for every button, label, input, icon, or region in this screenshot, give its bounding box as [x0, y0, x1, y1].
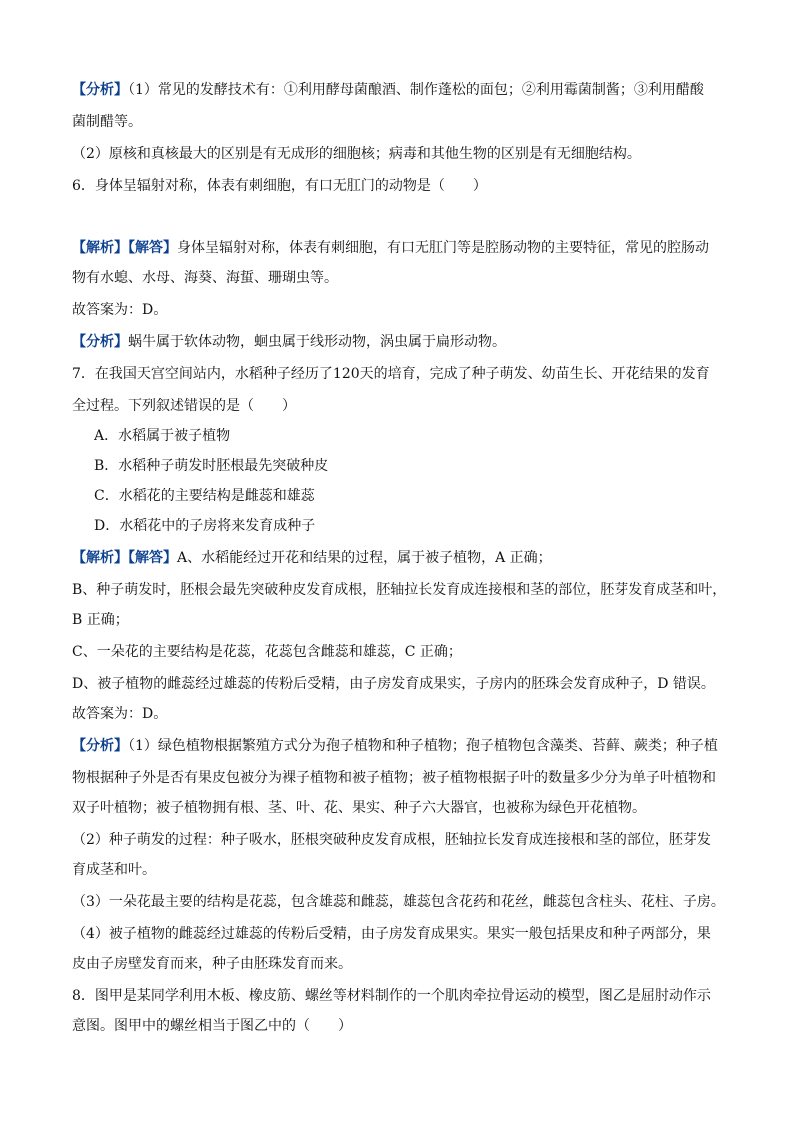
answer-q7: 故答案为：D。: [72, 706, 168, 722]
analysis-q7-line-3: 双子叶植物；被子植物拥有根、茎、叶、花、果实、种子六大器官，也被称为绿色开花植物。: [72, 800, 646, 816]
analysis-q5-line-3: （2）原核和真核最大的区别是有无成形的细胞核；病毒和其他生物的区别是有无细胞结构。: [72, 146, 641, 162]
analysis-q5-line-2: 菌制醋等。: [72, 114, 142, 130]
analysis-q5-line-1: 【分析】（1）常见的发酵技术有：①利用酵母菌酿酒、制作蓬松的面包；②利用霉菌制酱；③利用醋酸: [72, 82, 704, 98]
q7-option-c: C．水稻花的主要结构是雌蕊和雄蕊: [94, 488, 315, 504]
answer-q6: 故答案为：D。: [72, 302, 168, 318]
analysis-q7-line-5: 育成茎和叶。: [72, 862, 156, 878]
solution-q7-line-1: 【解析】【解答】A、水稻能经过开花和结果的过程，属于被子植物，A 正确；: [72, 550, 552, 566]
question-8-stem-line-2: 意图。图甲中的螺丝相当于图乙中的（ ）: [72, 1018, 352, 1034]
q7-option-b: B．水稻种子萌发时胚根最先突破种皮: [94, 458, 329, 474]
solution-q7-line-5: D、被子植物的雌蕊经过雄蕊的传粉后受精，由子房发育成果实，子房内的胚珠会发育成种子，D 错误。: [72, 676, 715, 692]
analysis-q7-line-1: 【分析】（1）绿色植物根据繁殖方式分为孢子植物和种子植物；孢子植物包含藻类、苔藓、蕨类；种子植: [72, 738, 718, 754]
analysis-q7-line-7: （4）被子植物的雌蕊经过雄蕊的传粉后受精，由子房发育成果实。果实一般包括果皮和种子两部分，果: [72, 926, 711, 942]
analysis-q6: 【分析】蜗牛属于软体动物，蛔虫属于线形动物，涡虫属于扁形动物。: [72, 334, 506, 350]
solution-q7-line-4: C、一朵花的主要结构是花蕊，花蕊包含雌蕊和雄蕊，C 正确；: [72, 644, 462, 660]
solution-q6-line-2: 物有水螅、水母、海葵、海蜇、珊瑚虫等。: [72, 270, 338, 286]
solution-q7-line-2: B、种子萌发时，胚根会最先突破种皮发育成根，胚轴拉长发育成连接根和茎的部位，胚芽发育成茎和叶，: [72, 582, 727, 598]
solution-q7-line-3: B 正确；: [72, 612, 129, 628]
q7-option-d: D．水稻花中的子房将来发育成种子: [94, 518, 316, 534]
question-7-stem-line-2: 全过程。下列叙述错误的是（ ）: [72, 398, 296, 414]
analysis-q7-line-8: 皮由子房壁发育而来，种子由胚珠发育而来。: [72, 956, 352, 972]
analysis-q7-line-4: （2）种子萌发的过程：种子吸水，胚根突破种皮发育成根，胚轴拉长发育成连接根和茎的部位，胚芽发: [72, 832, 711, 848]
q7-option-a: A．水稻属于被子植物: [94, 428, 231, 444]
analysis-q7-line-2: 物根据种子外是否有果皮包被分为裸子植物和被子植物；被子植物根据子叶的数量多少分为单子叶植物和: [72, 770, 716, 786]
question-7-stem-line-1: 7．在我国天宫空间站内，水稻种子经历了120天的培育，完成了种子萌发、幼苗生长、开花结果的发育: [72, 366, 710, 382]
question-6-stem: 6．身体呈辐射对称，体表有刺细胞，有口无肛门的动物是（ ）: [72, 178, 487, 194]
solution-q6-line-1: 【解析】【解答】身体呈辐射对称，体表有刺细胞，有口无肛门等是腔肠动物的主要特征，常见的腔肠动: [72, 240, 709, 256]
analysis-q7-line-6: （3）一朵花最主要的结构是花蕊，包含雄蕊和雌蕊，雄蕊包含花药和花丝，雌蕊包含柱头、花柱、子房。: [72, 894, 725, 910]
question-8-stem-line-1: 8．图甲是某同学利用木板、橡皮筋、螺丝等材料制作的一个肌肉牵拉骨运动的模型，图乙是屈肘动作示: [72, 988, 711, 1004]
